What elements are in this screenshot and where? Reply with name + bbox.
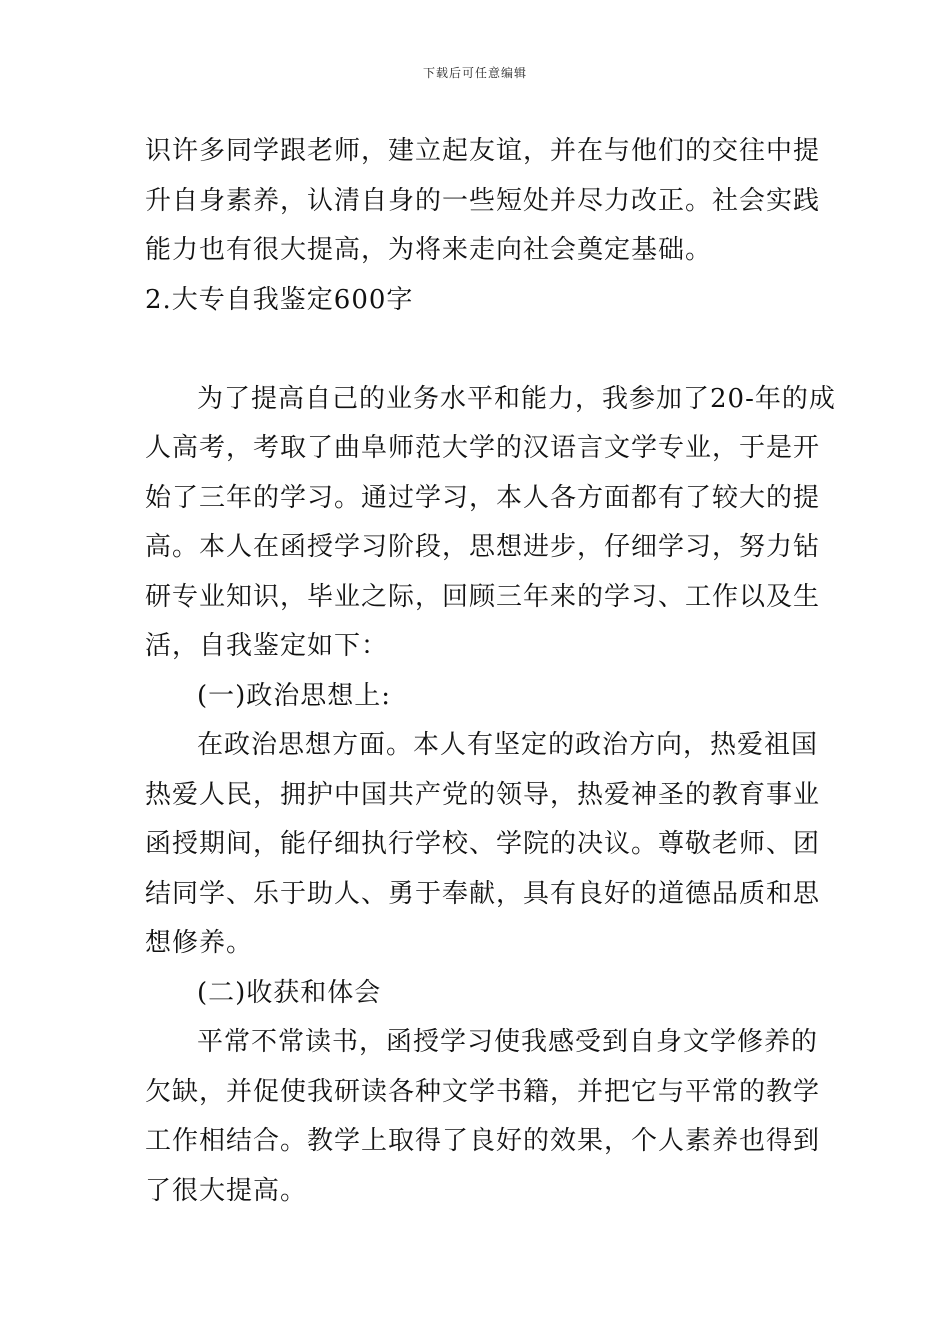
paragraph-line: 了很大提高。 bbox=[145, 1175, 308, 1206]
paragraph-line: 结同学、乐于助人、勇于奉献，具有良好的道德品质和思 bbox=[145, 878, 821, 909]
paragraph-line: 想修养。 bbox=[145, 928, 254, 958]
subsection-heading: (一)政治思想上: bbox=[197, 680, 392, 711]
paragraph-line: 工作相结合。教学上取得了良好的效果，个人素养也得到 bbox=[145, 1126, 821, 1156]
paragraph-line: 人高考，考取了曲阜师范大学的汉语言文学专业，于是开 bbox=[145, 433, 821, 463]
paragraph-line: 始了三年的学习。通过学习，本人各方面都有了较大的提 bbox=[145, 482, 821, 513]
paragraph-line: 升自身素养，认清自身的一些短处并尽力改正。社会实践 bbox=[145, 185, 821, 216]
paragraph-line: 活，自我鉴定如下： bbox=[145, 631, 389, 661]
paragraph-line: 识许多同学跟老师，建立起友谊，并在与他们的交往中提 bbox=[145, 136, 821, 166]
document-body bbox=[145, 127, 836, 1216]
page-header-note: 下载后可任意编辑 bbox=[422, 66, 527, 80]
paragraph-line: 为了提高自己的业务水平和能力，我参加了20-年的成 bbox=[197, 383, 836, 414]
blank-line bbox=[145, 325, 810, 375]
paragraph-line: 函授期间，能仔细执行学校、学院的决议。尊敬老师、团 bbox=[145, 829, 821, 859]
paragraph-line: 能力也有很大提高，为将来走向社会奠定基础。 bbox=[145, 235, 713, 265]
paragraph-line: 在政治思想方面。本人有坚定的政治方向，热爱祖国 bbox=[197, 730, 819, 760]
paragraph-line: 高。本人在函授学习阶段，思想进步，仔细学习，努力钻 bbox=[145, 532, 821, 562]
section-heading: 2.大专自我鉴定600字 bbox=[145, 284, 414, 315]
paragraph-line: 平常不常读书，函授学习使我感受到自身文学修养的 bbox=[197, 1027, 819, 1057]
paragraph-line: 热爱人民，拥护中国共产党的领导，热爱神圣的教育事业 bbox=[145, 779, 821, 810]
paragraph-line: 研专业知识，毕业之际，回顾三年来的学习、工作以及生 bbox=[145, 581, 821, 612]
subsection-heading: (二)收获和体会 bbox=[197, 977, 382, 1008]
paragraph-line: 欠缺，并促使我研读各种文学书籍，并把它与平常的教学 bbox=[145, 1076, 821, 1107]
